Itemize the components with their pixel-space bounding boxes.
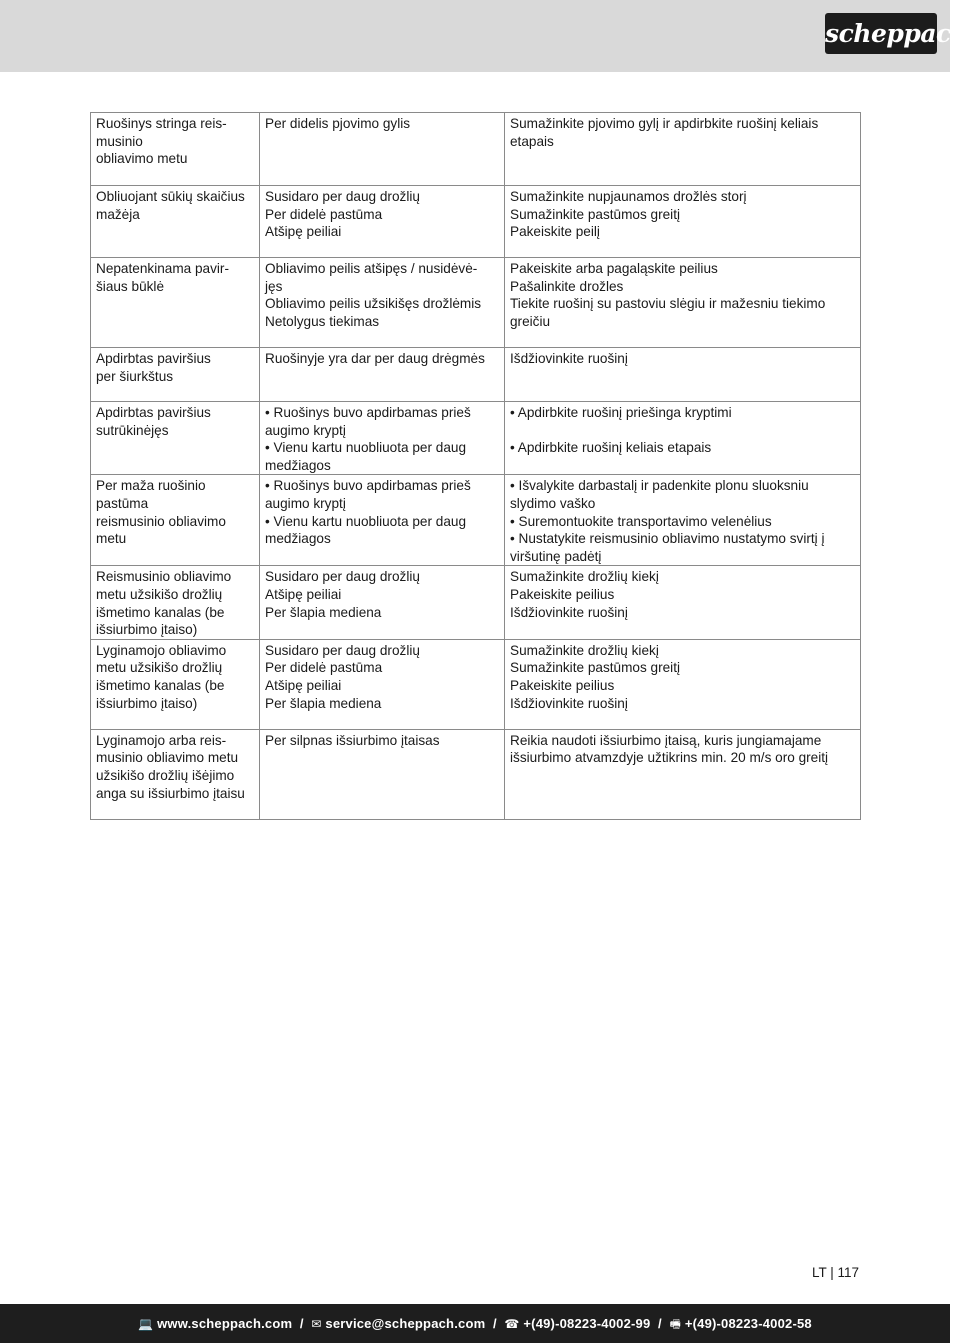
problem-cell xyxy=(91,566,260,639)
problem-line: Obliuojant sūkių skaičius mažėja xyxy=(96,189,249,222)
remedy-line: Pakeiskite arba pagaląskite peilius xyxy=(510,261,718,276)
remedy-cell xyxy=(505,475,861,566)
remedy-cell xyxy=(505,186,861,258)
problem-cell xyxy=(91,186,260,258)
remedy-line: • Išvalykite darbastalį ir padenkite plonu sluoksniu slydimo vaško xyxy=(510,478,813,511)
troubleshooting-table xyxy=(90,112,861,820)
footer-website[interactable]: www.scheppach.com xyxy=(157,1316,293,1331)
cause-line: jęs xyxy=(265,278,283,294)
cause-line: Per silpnas išsiurbimo įtaisas xyxy=(265,732,440,748)
footer-email[interactable]: service@scheppach.com xyxy=(325,1316,486,1331)
footer-separator: / xyxy=(296,1316,308,1331)
problem-line: per šiurkštus xyxy=(96,368,174,384)
cause-line: Per didelė pastūma xyxy=(265,660,383,676)
cause-cell xyxy=(260,475,505,566)
problem-line: Per maža ruošinio xyxy=(96,478,206,494)
problem-cell xyxy=(91,475,260,566)
remedy-line: Sumažinkite drožlių kiekį xyxy=(510,642,659,658)
problem-line: Reismusinio obliavimo metu užsikišo drožlių išmetimo kanalas (be išsiurbimo įtaiso) xyxy=(96,569,236,638)
cause-line: Obliavimo peilis užsikišęs drožlėmis xyxy=(265,296,482,312)
problem-line: reismusinio obliavimo metu xyxy=(96,513,230,547)
remedy-line: Sumažinkite pastūmos greitį xyxy=(510,660,680,676)
problem-cell xyxy=(91,348,260,402)
remedy-line: Sumažinkite pastūmos greitį xyxy=(510,206,680,222)
cause-line: • Vienu kartu nuobliuota per daug medžiagos xyxy=(265,513,470,547)
cause-line: Per šlapia mediena xyxy=(265,604,382,620)
table-body xyxy=(91,113,861,820)
cause-line: Atšipę peiliai xyxy=(265,677,342,693)
remedy-line: Pakeiskite peilius xyxy=(510,586,615,602)
table-row xyxy=(91,402,861,475)
problem-line: obliavimo metu xyxy=(96,151,188,167)
cause-cell xyxy=(260,402,505,475)
table-row xyxy=(91,729,861,819)
header-band xyxy=(0,0,968,72)
scheppach-logo: scheppach xyxy=(825,13,937,54)
footer-contact-bar xyxy=(0,1304,950,1343)
problem-cell xyxy=(91,402,260,475)
problem-line: pastūma xyxy=(96,495,149,511)
cause-line: Netolygus tiekimas xyxy=(265,313,380,329)
cause-line: Per didelis pjovimo gylis xyxy=(265,116,411,131)
remedy-line xyxy=(510,422,856,440)
table-row xyxy=(91,258,861,348)
remedy-line: Reikia naudoti išsiurbimo įtaisą, kuris jungiamajame išsiurbimo atvamzdyje užtikrins min. 20 m/s oro greitį xyxy=(510,732,829,766)
cause-line: Ruošinyje yra dar per daug drėgmės xyxy=(265,351,485,366)
remedy-line: Išdžiovinkite ruošinį xyxy=(510,695,628,711)
remedy-line: Sumažinkite pjovimo gylį ir apdirbkite ruošinį keliais etapais xyxy=(510,116,823,149)
footer-separator: / xyxy=(489,1316,501,1331)
remedy-line: Išdžiovinkite ruošinį xyxy=(510,351,628,366)
cause-cell xyxy=(260,729,505,819)
table-row xyxy=(91,475,861,566)
problem-cell xyxy=(91,113,260,186)
table-row xyxy=(91,113,861,186)
remedy-line: Tiekite ruošinį su pastoviu slėgiu ir mažesniu tiekimo greičiu xyxy=(510,296,830,329)
remedy-cell xyxy=(505,566,861,639)
fax-icon: 🖷 xyxy=(669,1317,681,1331)
table-row xyxy=(91,186,861,258)
remedy-line: • Nustatykite reismusinio obliavimo nustatymo svirtį į viršutinę padėtį xyxy=(510,531,829,564)
remedy-line: • Apdirbkite ruošinį keliais etapais xyxy=(510,440,712,456)
problem-line: musinio xyxy=(96,133,143,149)
envelope-icon: ✉ xyxy=(311,1317,322,1331)
table-row xyxy=(91,639,861,729)
problem-line: Apdirbtas paviršius xyxy=(96,405,211,420)
phone-icon: ☎ xyxy=(504,1317,520,1331)
problem-cell xyxy=(91,639,260,729)
remedy-cell xyxy=(505,113,861,186)
remedy-line: • Apdirbkite ruošinį priešinga kryptimi xyxy=(510,405,732,420)
remedy-line: Pašalinkite drožles xyxy=(510,278,624,294)
remedy-line: Pakeiskite peilius xyxy=(510,677,615,693)
cause-cell xyxy=(260,639,505,729)
remedy-cell xyxy=(505,258,861,348)
cause-line: • Vienu kartu nuobliuota per daug medžiagos xyxy=(265,440,470,473)
problem-cell xyxy=(91,258,260,348)
remedy-line: Išdžiovinkite ruošinį xyxy=(510,604,628,620)
laptop-icon: 💻 xyxy=(138,1317,154,1331)
table-row xyxy=(91,566,861,639)
cause-line: Atšipę peiliai xyxy=(265,224,342,240)
cause-line: • Ruošinys buvo apdirbamas prieš augimo kryptį xyxy=(265,478,475,511)
problem-line: Ruošinys stringa reis- xyxy=(96,116,227,131)
page-number: LT | 117 xyxy=(811,1265,859,1280)
cause-line: Per didelė pastūma xyxy=(265,206,383,222)
footer-fax: +(49)-08223-4002-58 xyxy=(684,1316,812,1331)
remedy-cell xyxy=(505,729,861,819)
cause-line: Atšipę peiliai xyxy=(265,586,342,602)
cause-line: Obliavimo peilis atšipęs / nusidėvė- xyxy=(265,261,478,276)
remedy-line: Sumažinkite nupjaunamos drožlės storį xyxy=(510,189,747,204)
problem-line: Nepatenkinama pavir- xyxy=(96,261,229,276)
footer-separator: / xyxy=(654,1316,666,1331)
footer-phone: +(49)-08223-4002-99 xyxy=(523,1316,651,1331)
remedy-cell xyxy=(505,402,861,475)
table-row xyxy=(91,348,861,402)
remedy-line: Sumažinkite drožlių kiekį xyxy=(510,569,659,585)
problem-line: Lyginamojo arba reis- xyxy=(96,732,227,748)
cause-line: Susidaro per daug drožlių xyxy=(265,642,420,658)
problem-line: sutrūkinėjęs xyxy=(96,422,169,438)
remedy-cell xyxy=(505,639,861,729)
remedy-line: Pakeiskite peilį xyxy=(510,224,600,240)
problem-line: šiaus būklė xyxy=(96,278,165,294)
cause-cell xyxy=(260,566,505,639)
problem-line: musinio obliavimo metu užsikišo drožlių išėjimo anga su išsiurbimo įtaisu xyxy=(96,750,245,801)
cause-line: Per šlapia mediena xyxy=(265,695,382,711)
cause-cell xyxy=(260,113,505,186)
cause-line: Susidaro per daug drožlių xyxy=(265,569,420,585)
cause-line: • Ruošinys buvo apdirbamas prieš augimo kryptį xyxy=(265,405,475,438)
remedy-line: • Suremontuokite transportavimo velenėlius xyxy=(510,513,772,529)
problem-line: Lyginamojo obliavimo metu užsikišo drožlių išmetimo kanalas (be išsiurbimo įtaiso) xyxy=(96,642,230,711)
cause-cell xyxy=(260,348,505,402)
cause-line: Susidaro per daug drožlių xyxy=(265,189,420,204)
cause-cell xyxy=(260,186,505,258)
remedy-cell xyxy=(505,348,861,402)
problem-cell xyxy=(91,729,260,819)
cause-cell xyxy=(260,258,505,348)
problem-line: Apdirbtas paviršius xyxy=(96,351,211,366)
